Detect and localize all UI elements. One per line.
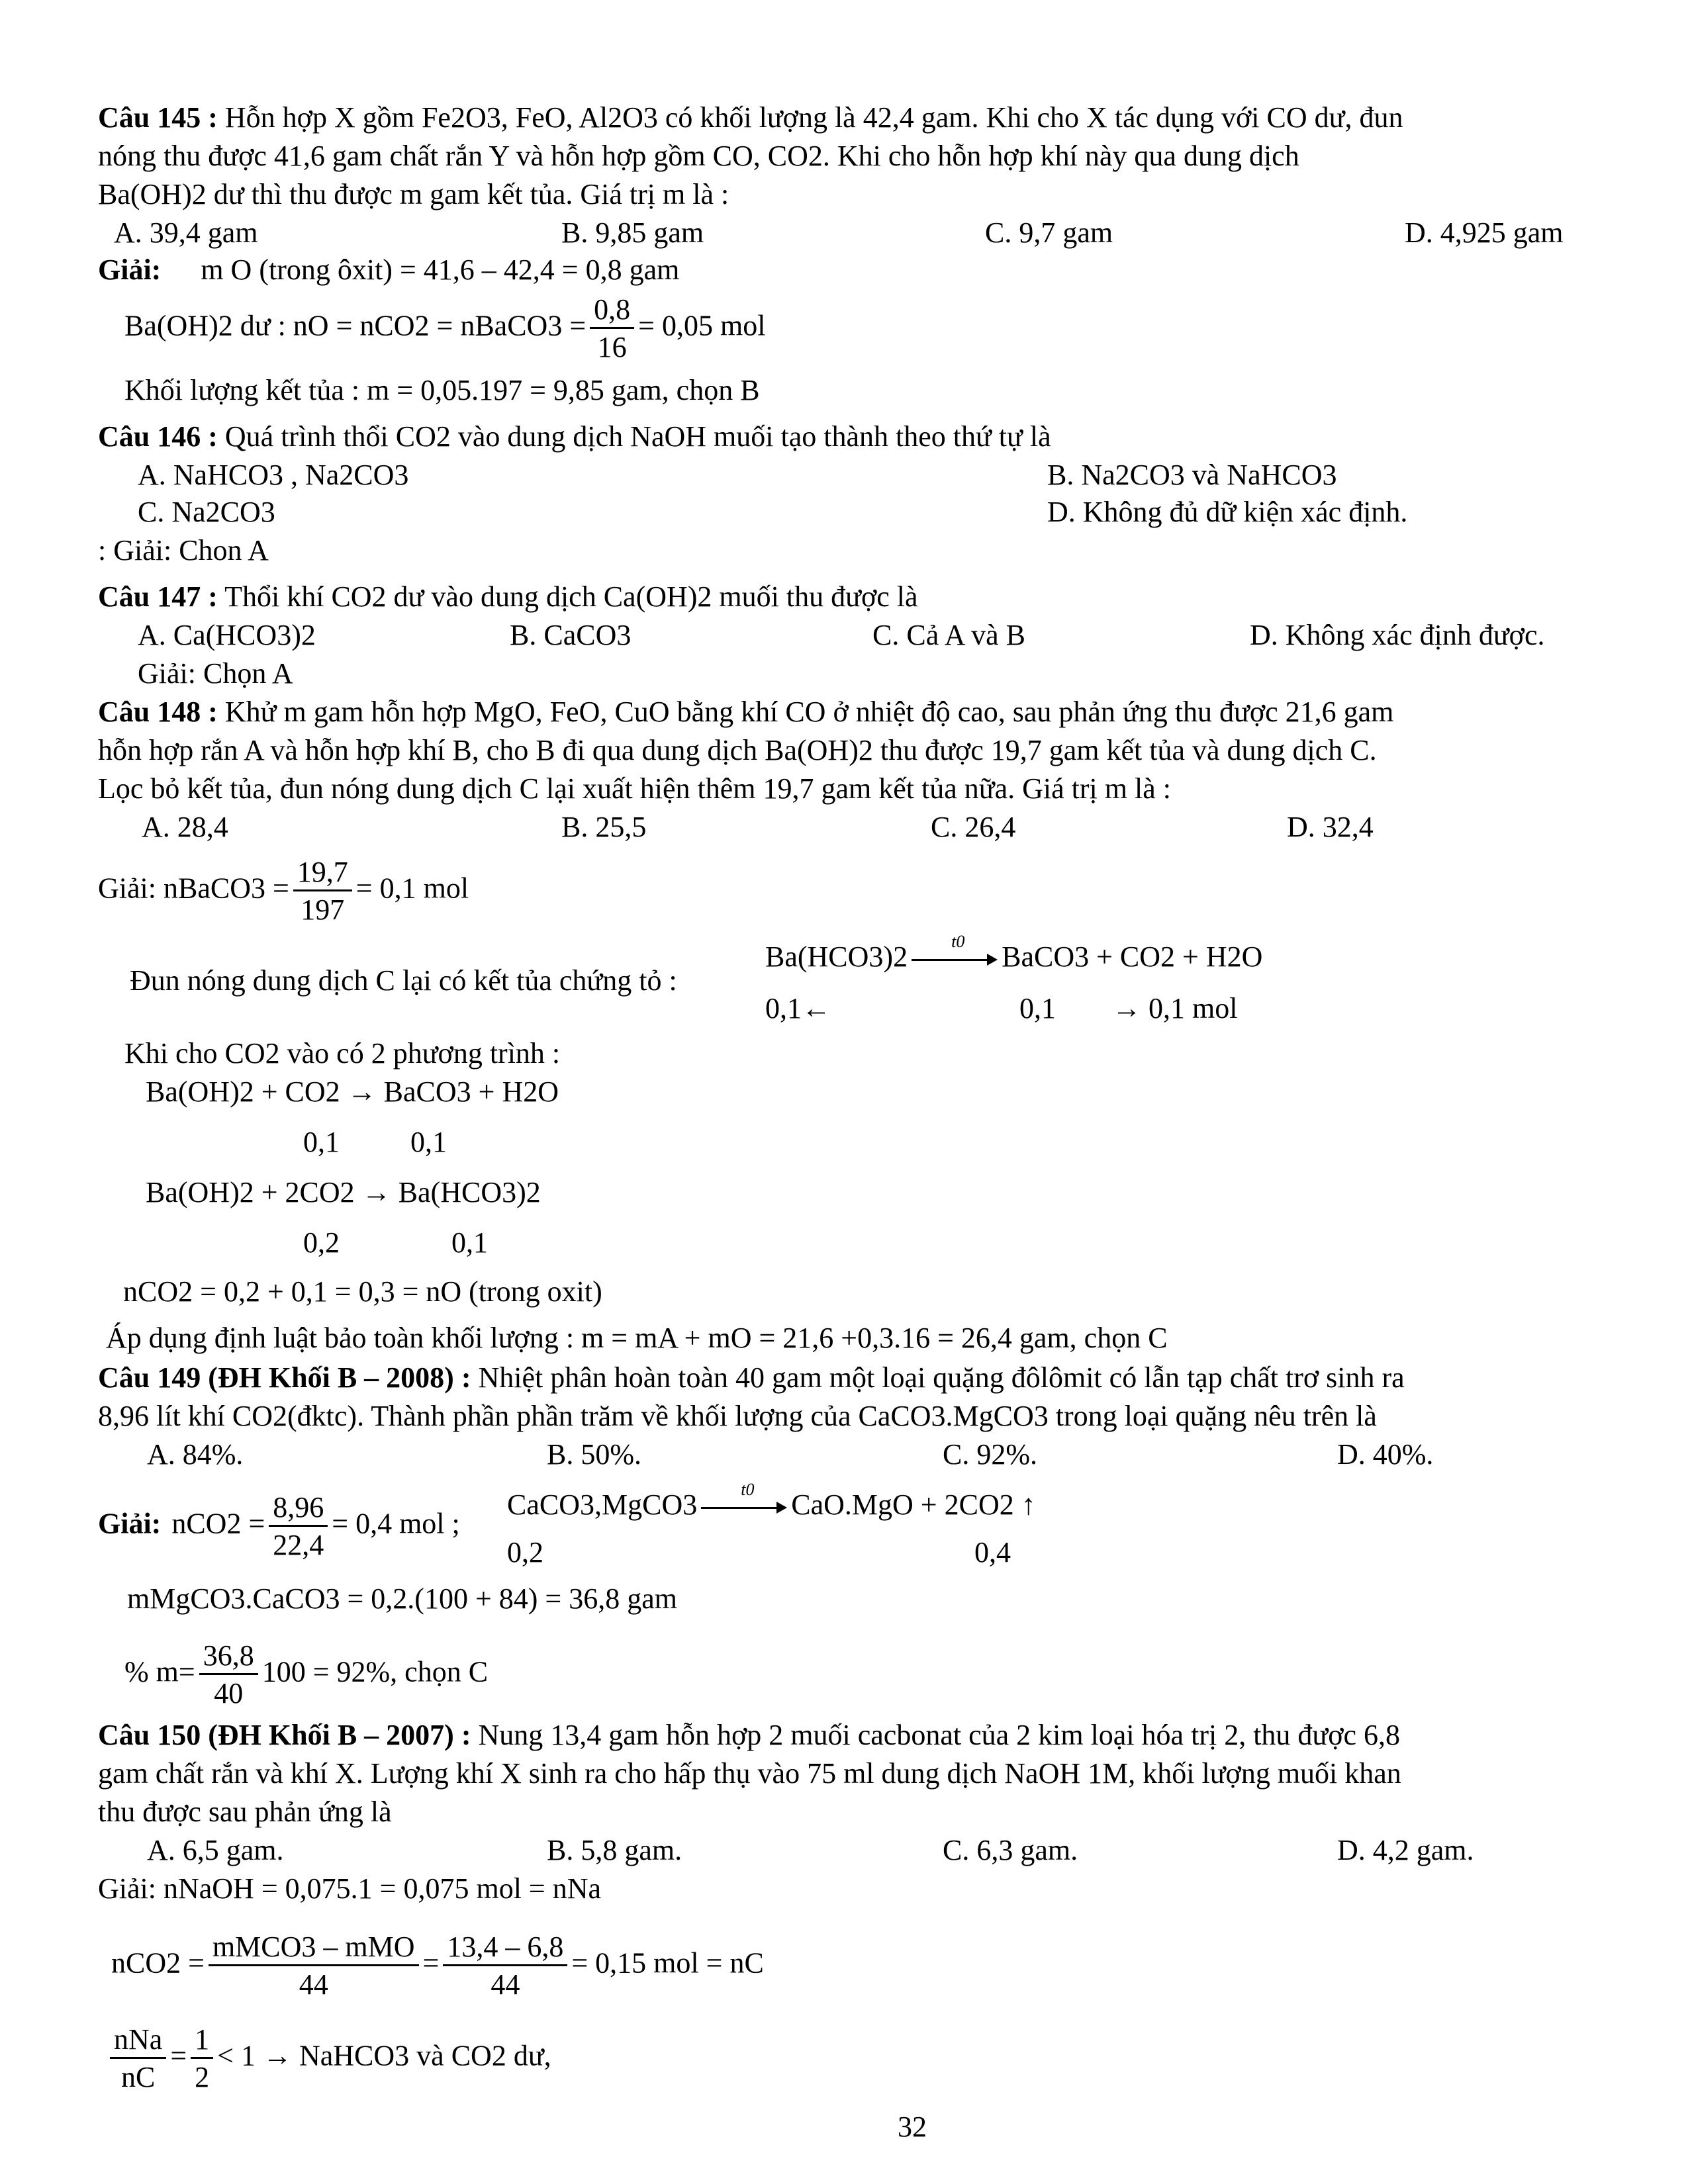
fraction — [199, 1641, 258, 1708]
q148-option-b: B. 25,5 — [561, 811, 647, 843]
q149-option-b: B. 50%. — [547, 1438, 641, 1471]
formula-rhs: = 0,4 mol ; — [332, 1507, 460, 1540]
q148-sum: nCO2 = 0,2 + 0,1 = 0,3 = nO (trong oxit) — [123, 1275, 602, 1308]
q150-line2: gam chất rắn và khí X. Lượng khí X sinh ra cho hấp thụ vào 75 ml dung dịch NaOH 1M, khối lượng muối khan — [98, 1757, 1401, 1790]
fraction — [209, 1933, 419, 1999]
formula-rhs: 100 = 92% — [261, 1655, 391, 1688]
equals-sign: = — [422, 1946, 440, 1979]
question-title: Câu 145 : — [98, 101, 218, 134]
q150-line3: thu được sau phản ứng là — [98, 1796, 392, 1828]
numerator: 13,4 – 6,8 — [443, 1933, 567, 1966]
question-title: Câu 150 (ĐH Khối B – 2007) : — [98, 1719, 471, 1751]
q149-eq-mol-1: 0,2 — [507, 1536, 543, 1569]
denominator: 16 — [597, 331, 627, 363]
q149-solution-line1 — [98, 1493, 460, 1560]
q147-line1 — [98, 582, 918, 612]
numerator: mMCO3 – mMO — [209, 1933, 419, 1966]
q149-line2: 8,96 lít khí CO2(đktc). Thành phần phần trăm về khối lượng của CaCO3.MgCO3 trong loại quặng nêu trên là — [98, 1400, 1377, 1432]
q148-heat-equation — [765, 931, 1263, 973]
q148-line2: hỗn hợp rắn A và hỗn hợp khí B, cho B đi qua dung dịch Ba(OH)2 thu được 19,7 gam kết tủa và dung dịch C. — [98, 734, 1377, 766]
solution-text: m O (trong ôxit) = 41,6 – 42,4 = 0,8 gam — [201, 253, 680, 286]
q148-eq2-mol-2: 0,1 — [451, 1226, 488, 1259]
q148-option-c: C. 26,4 — [931, 811, 1016, 843]
q149-option-a: A. 84%. — [147, 1438, 244, 1471]
fraction — [191, 2025, 213, 2092]
q148-eq2-mol-1: 0,2 — [303, 1226, 340, 1259]
reactant: Ba(HCO3)2 — [765, 940, 908, 973]
numerator: 0,8 — [590, 295, 634, 329]
question-title: Câu 149 (ĐH Khối B – 2008) : — [98, 1361, 471, 1394]
q145-line3: Ba(OH)2 dư thì thu được m gam kết tủa. Giá trị m là : — [98, 178, 729, 210]
q149-equation — [507, 1479, 1036, 1521]
q147-option-b: B. CaCO3 — [510, 619, 632, 651]
equals-sign: = — [170, 2039, 187, 2072]
q148-option-a: A. 28,4 — [142, 811, 228, 843]
q145-option-c: C. 9,7 gam — [985, 216, 1113, 249]
formula-lhs: % m= — [124, 1655, 195, 1688]
products: CaO.MgO + 2CO2 ↑ — [791, 1488, 1036, 1521]
q149-line1 — [98, 1363, 1405, 1392]
question-text: Nung 13,4 gam hỗn hợp 2 muối cacbonat của 2 kim loại hóa trị 2, thu được 6,8 — [471, 1719, 1401, 1751]
q150-option-c: C. 6,3 gam. — [943, 1834, 1078, 1866]
q145-line1 — [98, 103, 1403, 132]
q147-option-c: C. Cả A và B — [872, 619, 1026, 651]
q148-option-d: D. 32,4 — [1287, 811, 1374, 843]
question-text: Khử m gam hỗn hợp MgO, FeO, CuO bằng khí CO ở nhiệt độ cao, sau phản ứng thu được 21,6 gam — [217, 696, 1394, 728]
q145-line2: nóng thu được 41,6 gam chất rắn Y và hỗn hợp gồm CO, CO2. Khi cho hỗn hợp khí này qua dung dịch — [98, 140, 1299, 172]
formula-lhs: nCO2 = — [171, 1507, 265, 1540]
reaction-arrow-icon — [912, 931, 998, 966]
q148-heat-mol-3: → 0,1 mol — [1112, 992, 1238, 1024]
formula-rhs: = 0,05 mol — [638, 309, 766, 342]
question-title: Câu 146 : — [98, 420, 218, 453]
q150-line1 — [98, 1721, 1400, 1750]
numerator: 19,7 — [293, 858, 352, 891]
numerator: 36,8 — [199, 1641, 258, 1675]
q146-option-d: D. Không đủ dữ kiện xác định. — [1047, 496, 1408, 528]
q148-equation-1: Ba(OH)2 + CO2 → BaCO3 + H2O — [146, 1075, 559, 1108]
q147-solution: Giải: Chọn A — [138, 657, 293, 690]
question-text: Thổi khí CO2 dư vào dung dịch Ca(OH)2 muối thu được là — [217, 580, 918, 613]
q148-eq1-mol-1: 0,1 — [303, 1126, 340, 1158]
q149-solution-line2: mMgCO3.CaCO3 = 0,2.(100 + 84) = 36,8 gam — [127, 1582, 677, 1615]
fraction — [590, 295, 634, 362]
numerator: nNa — [110, 2025, 166, 2059]
denominator: 40 — [214, 1677, 244, 1709]
q146-option-c: C. Na2CO3 — [138, 496, 275, 528]
denominator: 22,4 — [273, 1529, 324, 1561]
q146-line1 — [98, 422, 1051, 451]
numerator: 1 — [191, 2025, 213, 2059]
page-number: 32 — [898, 2111, 927, 2143]
q150-option-d: D. 4,2 gam. — [1337, 1834, 1474, 1866]
formula-lhs: Ba(OH)2 dư : nO = nCO2 = nBaCO3 = — [124, 309, 586, 342]
q145-solution-line3: Khối lượng kết tủa : m = 0,05.197 = 9,85 gam, chọn B — [124, 374, 760, 406]
q147-option-a: A. Ca(HCO3)2 — [138, 619, 316, 651]
q146-option-b: B. Na2CO3 và NaHCO3 — [1047, 459, 1337, 491]
q146-option-a: A. NaHCO3 , Na2CO3 — [138, 459, 409, 491]
q145-option-b: B. 9,85 gam — [561, 216, 704, 249]
question-title: Câu 147 : — [98, 580, 218, 613]
condition-label: t0 — [951, 931, 965, 951]
q148-solution-line2: Đun nóng dung dịch C lại có kết tủa chứng tỏ : — [130, 964, 677, 997]
formula-lhs: nCO2 = — [111, 1946, 205, 1979]
q148-line3: Lọc bỏ kết tủa, đun nóng dung dịch C lại xuất hiện thêm 19,7 gam kết tủa nữa. Giá trị m là : — [98, 772, 1171, 805]
denominator: 44 — [299, 1968, 328, 2001]
denominator: 2 — [195, 2061, 210, 2093]
q150-option-b: B. 5,8 gam. — [547, 1834, 682, 1866]
fraction — [443, 1933, 567, 1999]
q148-final: Áp dụng định luật bảo toàn khối lượng : m = mA + mO = 21,6 +0,3.16 = 26,4 gam, chọn C — [106, 1322, 1168, 1354]
products: BaCO3 + CO2 + H2O — [1002, 940, 1263, 973]
fraction — [110, 2025, 166, 2092]
formula-lhs: Giải: nBaCO3 = — [98, 872, 289, 905]
fraction — [293, 858, 352, 925]
q148-solution-line3: Khi cho CO2 vào có 2 phương trình : — [124, 1037, 561, 1069]
q146-solution: : Giải: Chon A — [98, 534, 269, 567]
question-text: Nhiệt phân hoàn toàn 40 gam một loại quặng đôlômit có lẫn tạp chất trơ sinh ra — [471, 1361, 1405, 1394]
numerator: 8,96 — [269, 1493, 328, 1527]
q147-option-d: D. Không xác định được. — [1250, 619, 1545, 651]
denominator: nC — [120, 2061, 156, 2093]
q150-solution-line3 — [106, 2025, 551, 2092]
q145-solution-line2 — [124, 295, 765, 362]
q148-heat-mol-2: 0,1 — [1019, 992, 1056, 1024]
q150-solution-line2 — [111, 1933, 764, 1999]
formula-rhs: = 0,1 mol — [355, 872, 469, 905]
q148-equation-2: Ba(OH)2 + 2CO2 → Ba(HCO3)2 — [146, 1176, 541, 1208]
conclusion-text: và CO2 dư, — [409, 2039, 551, 2072]
q149-eq-mol-2: 0,4 — [974, 1536, 1011, 1569]
q148-line1 — [98, 698, 1393, 727]
q149-option-c: C. 92%. — [943, 1438, 1037, 1471]
solution-label: Giải: — [98, 253, 162, 286]
q150-solution-line1: Giải: nNaOH = 0,075.1 = 0,075 mol = nNa — [98, 1872, 602, 1905]
fraction — [269, 1493, 328, 1560]
condition-label: t0 — [741, 1479, 755, 1499]
formula-rhs: < 1 → NaHCO3 — [217, 2039, 410, 2072]
q149-option-d: D. 40%. — [1337, 1438, 1434, 1471]
reaction-arrow-icon — [701, 1479, 787, 1514]
q148-heat-mol-1: 0,1← — [765, 992, 831, 1024]
q145-solution-line1 — [98, 255, 679, 285]
q148-eq1-mol-2: 0,1 — [410, 1126, 447, 1158]
denominator: 197 — [301, 893, 345, 926]
q148-solution-line1 — [98, 858, 469, 925]
q149-solution-line3 — [124, 1641, 488, 1708]
answer-choice: , chọn C — [390, 1655, 489, 1688]
denominator: 44 — [491, 1968, 520, 2001]
question-title: Câu 148 : — [98, 696, 218, 728]
q145-option-d: D. 4,925 gam — [1405, 216, 1564, 249]
reactant: CaCO3,MgCO3 — [507, 1488, 698, 1521]
question-text: Hỗn hợp X gồm Fe2O3, FeO, Al2O3 có khối lượng là 42,4 gam. Khi cho X tác dụng với CO dư, đun — [217, 101, 1403, 134]
q145-option-a: A. 39,4 gam — [114, 216, 258, 249]
q150-option-a: A. 6,5 gam. — [147, 1834, 284, 1866]
solution-label: Giải: — [98, 1507, 162, 1540]
question-text: Quá trình thổi CO2 vào dung dịch NaOH muối tạo thành theo thứ tự là — [217, 420, 1051, 453]
formula-rhs: = 0,15 mol = nC — [571, 1946, 764, 1979]
